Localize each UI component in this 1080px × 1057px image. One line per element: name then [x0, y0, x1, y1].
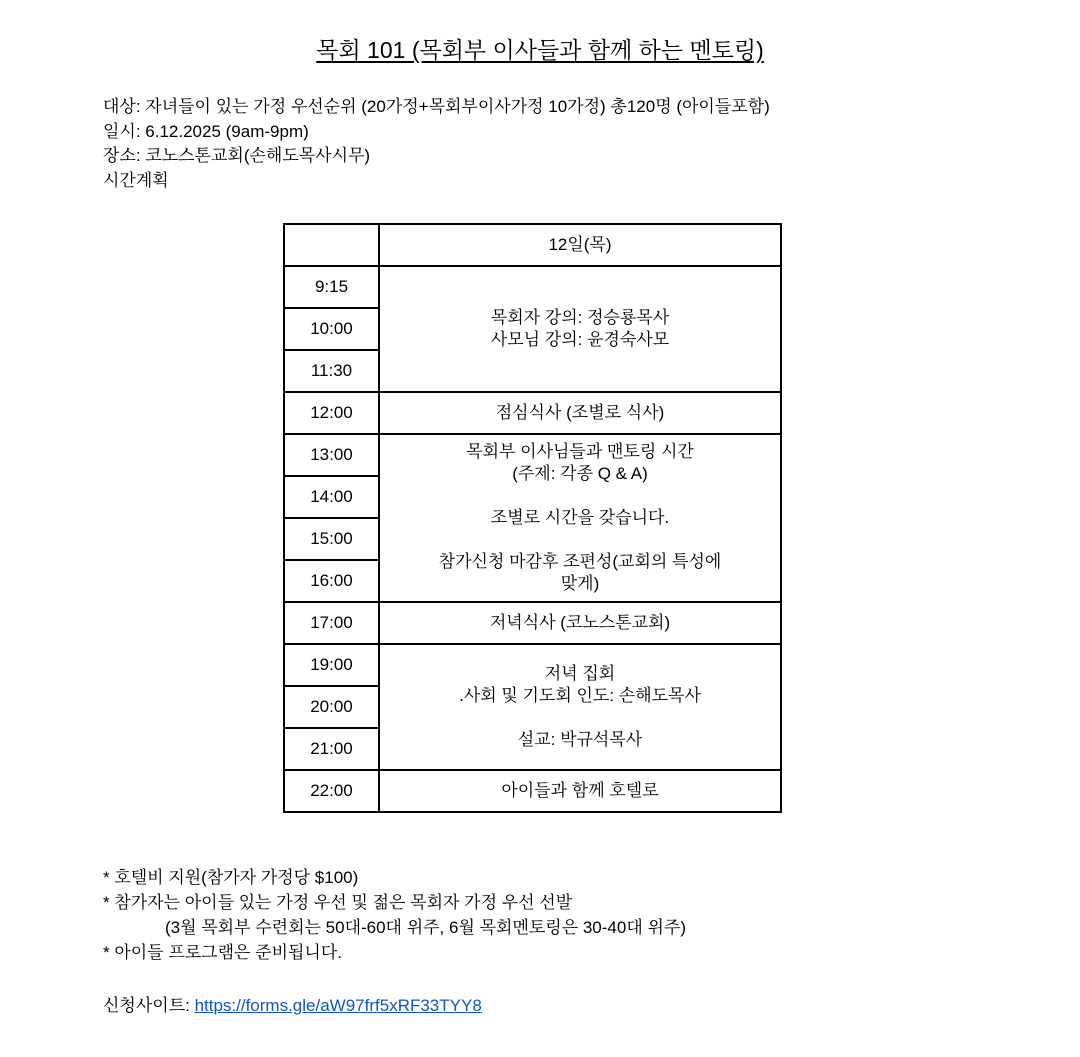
time-cell: 12:00 — [284, 392, 379, 434]
evening-block — [379, 644, 781, 770]
lecture-block — [379, 266, 781, 392]
time-cell: 20:00 — [284, 686, 379, 728]
time-cell: 14:00 — [284, 476, 379, 518]
time-cell: 21:00 — [284, 728, 379, 770]
lecture-line: 목회자 강의: 정승룡목사 — [490, 308, 670, 327]
table-row — [284, 392, 781, 434]
table-row — [284, 266, 781, 308]
signup-label: 신청사이트: — [103, 996, 195, 1015]
table-row — [284, 434, 781, 476]
mentoring-line: 맞게) — [560, 574, 600, 593]
info-plan: 시간계획 — [103, 170, 169, 190]
hotel-block: 아이들과 함께 호텔로 — [379, 770, 781, 812]
time-cell: 15:00 — [284, 518, 379, 560]
lecture-line: 사모님 강의: 윤경숙사모 — [490, 330, 670, 349]
info-date: 일시: 6.12.2025 (9am-9pm) — [103, 121, 309, 141]
event-info — [103, 95, 770, 193]
schedule-table — [283, 223, 782, 813]
mentoring-line: 목회부 이사님들과 맨토링 시간 — [466, 442, 694, 461]
info-target: 대상: 자녀들이 있는 가정 우선순위 (20가정+목회부이사가정 10가정) 총120명 (아이들포함) — [103, 97, 770, 116]
mentoring-line: (주제: 각종 Q & A) — [512, 464, 648, 483]
info-place: 장소: 코노스톤교회(손해도목사시무) — [103, 146, 371, 165]
time-cell: 22:00 — [284, 770, 379, 812]
header-empty-cell — [284, 224, 379, 266]
time-cell: 10:00 — [284, 308, 379, 350]
time-cell: 11:30 — [284, 350, 379, 392]
mentoring-line: 참가신청 마감후 조편성(교회의 특성에 — [438, 552, 722, 571]
header-day: 12일(목) — [379, 224, 781, 266]
note-item: * 호텔비 지원(참가자 가정당 $100) — [103, 868, 359, 887]
signup-line — [103, 993, 482, 1018]
table-row — [284, 644, 781, 686]
time-cell: 17:00 — [284, 602, 379, 644]
note-item: * 아이들 프로그램은 준비됩니다. — [103, 943, 342, 962]
evening-line: .사회 및 기도회 인도: 손해도목사 — [459, 686, 701, 705]
page-title: 목회 101 (목회부 이사들과 함께 하는 멘토링) — [316, 37, 764, 63]
notes — [103, 865, 686, 965]
lunch-block: 점심식사 (조별로 식사) — [379, 392, 781, 434]
time-cell: 16:00 — [284, 560, 379, 602]
evening-line: 저녁 집회 — [544, 664, 616, 683]
note-item: (3월 목회부 수련회는 50대-60대 위주, 6월 목회멘토링은 30-40대 위주) — [165, 918, 686, 937]
table-row — [284, 770, 781, 812]
table-row — [284, 602, 781, 644]
mentoring-block — [379, 434, 781, 602]
table-header-row — [284, 224, 781, 266]
signup-link[interactable]: https://forms.gle/aW97frf5xRF33TYY8 — [194, 996, 482, 1015]
time-cell: 13:00 — [284, 434, 379, 476]
dinner-block: 저녁식사 (코노스톤교회) — [379, 602, 781, 644]
time-cell: 9:15 — [284, 266, 379, 308]
mentoring-line: 조별로 시간을 갖습니다. — [490, 508, 670, 527]
note-item: * 참가자는 아이들 있는 가정 우선 및 젊은 목회자 가정 우선 선발 — [103, 893, 573, 912]
time-cell: 19:00 — [284, 644, 379, 686]
evening-line: 설교: 박규석목사 — [517, 730, 643, 749]
